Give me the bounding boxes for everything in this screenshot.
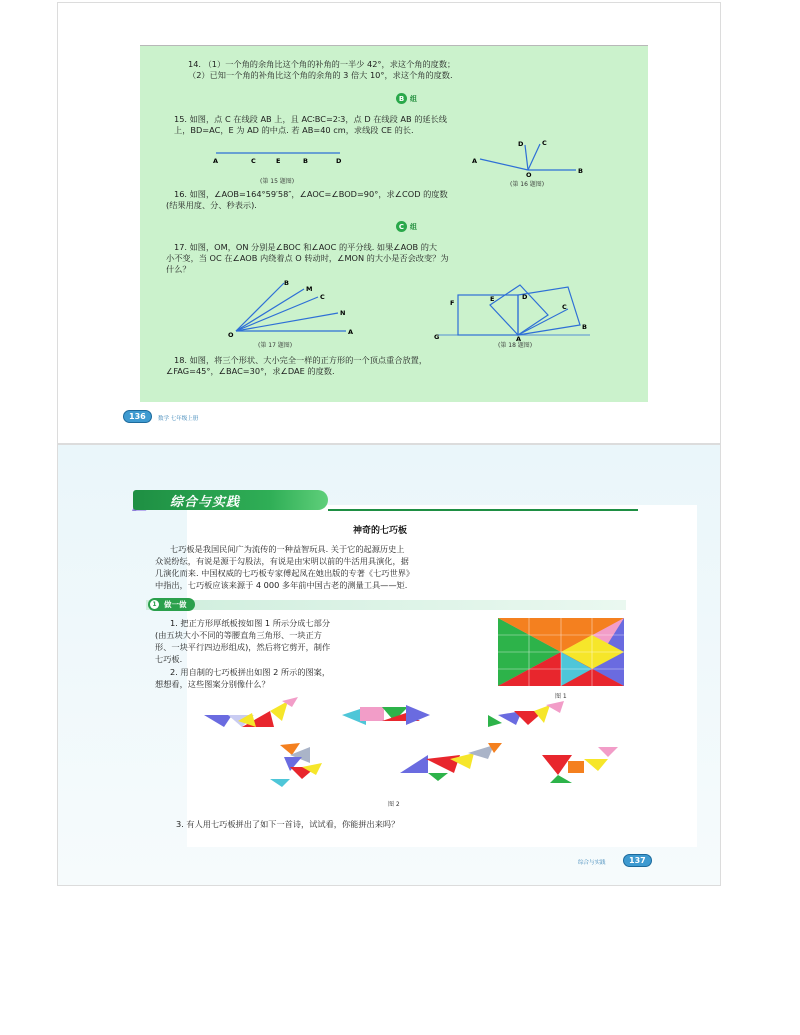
group-c-badge: C [396, 221, 407, 232]
textbook-page-137 [57, 444, 721, 886]
fig15-label-e: E [276, 157, 281, 165]
item3: 3. 有人用七巧板拼出了如下一首诗，试试看，你能拼出来吗？ [176, 819, 400, 829]
fig17-label-c: C [320, 293, 325, 301]
intro-line-3: 几演化而来. 中国权威的七巧板专家傅起凤在她出版的专著《七巧世界》 [155, 568, 415, 578]
group-c-header [396, 221, 417, 232]
fig1-caption: 图 1 [555, 693, 567, 700]
fig15-label-b: B [303, 157, 308, 165]
q18-line1: 18. 如图，将三个形状、大小完全一样的正方形的一个顶点重合放置， [174, 355, 428, 365]
item1-line-2: (由五块大小不同的等腰直角三角形、一块正方 [155, 630, 322, 640]
fig17-label-a: A [348, 328, 354, 336]
fig17-label-b: B [284, 279, 289, 287]
banner-title: 综合与实践 [170, 495, 241, 510]
page-number-136: 136 [123, 410, 152, 423]
article-title: 神奇的七巧板 [353, 526, 408, 536]
fig18-label-g: G [434, 333, 440, 341]
fig18-caption: (第 18 题图) [498, 342, 533, 349]
fig15-caption: (第 15 题图) [260, 178, 295, 185]
fig17-caption: (第 17 题图) [258, 342, 293, 349]
subsection-number-icon: 1 [150, 600, 159, 609]
fig18-label-b: B [582, 323, 587, 331]
fig16-label-c: C [542, 139, 547, 147]
page-number-137: 137 [623, 854, 652, 867]
group-b-header [396, 93, 417, 104]
q16-line1: 16. 如图，∠AOB=164°59′58″，∠AOC=∠BOD=90°，求∠COD 的度数 [174, 189, 448, 199]
fig16-label-o: O [526, 171, 532, 177]
q18-line2: ∠FAG=45°，∠BAC=30°，求∠DAE 的度数. [166, 366, 335, 376]
intro-line-2: 众说纷纭，有说是源于勾股法，有说是由宋明以前的牛活用具演化，据 [155, 556, 409, 566]
item1-line-4: 七巧板. [155, 654, 183, 664]
item2-line-2: 想想看，这些图案分别像什么？ [155, 679, 270, 689]
group-b-badge: B [396, 93, 407, 104]
fig18-label-c: C [562, 303, 567, 311]
exercise-panel [140, 45, 648, 402]
fig2-caption: 图 2 [388, 801, 400, 808]
q14-line2: （2）已知一个角的补角比这个角的余角的 3 倍大 10°，求这个角的度数. [188, 70, 453, 80]
fig18-label-a: A [516, 335, 522, 341]
figure-16 [468, 135, 588, 177]
group-c-label: 组 [410, 222, 417, 231]
fig16-label-a: A [472, 157, 478, 165]
group-b-label: 组 [410, 94, 417, 103]
q15-line1: 15. 如图，点 C 在线段 AB 上，且 AC∶BC=2∶3，点 D 在线段 AB 的延长线 [174, 114, 447, 124]
fig17-label-m: M [306, 285, 313, 293]
fig15-label-c: C [251, 157, 256, 165]
fig18-label-d: D [522, 293, 528, 301]
textbook-page-136 [57, 2, 721, 444]
item2-line-1: 2. 用自制的七巧板拼出如图 2 所示的图案， [170, 667, 331, 677]
fig17-label-o: O [228, 331, 234, 337]
fig18-label-e: E [490, 295, 495, 303]
q17-line3: 什么？ [166, 264, 191, 274]
q14-line1: 14. （1）一个角的余角比这个角的补角的一半少 42°，求这个角的度数； [188, 59, 456, 69]
item1-line-1: 1. 把正方形厚纸板按如图 1 所示分成七部分 [170, 618, 331, 628]
page1-footer: 数学 七年级上册 [158, 416, 199, 422]
intro-line-1: 七巧板是我国民间广为流传的一种益智玩具. 关于它的起源历史上 [170, 544, 405, 554]
fig17-label-n: N [340, 309, 346, 317]
figure-18 [430, 281, 600, 341]
fig16-label-d: D [518, 140, 524, 148]
figure-15 [208, 143, 348, 175]
fig16-label-b: B [578, 167, 583, 175]
fig15-label-d: D [336, 157, 342, 165]
subsection-pill: 做一做 [148, 598, 195, 611]
item1-line-3: 形、一块平行四边形组成)，然后将它剪开，制作 [155, 642, 331, 652]
q15-line2: 上，BD=AC，E 为 AD 的中点. 若 AB=40 cm，求线段 CE 的长. [174, 125, 414, 135]
intro-line-4: 中指出，七巧板应该来源于 4 000 多年前中国古老的测量工具——矩. [155, 580, 408, 590]
fig15-label-a: A [213, 157, 219, 165]
tangram-patterns-figure [198, 697, 628, 797]
page2-footer: 综合与实践 [578, 860, 606, 866]
banner-rule [328, 509, 638, 511]
figure-17 [228, 277, 358, 337]
q16-line2: (结果用度、分、秒表示). [166, 200, 257, 210]
q17-line1: 17. 如图，OM，ON 分别是∠BOC 和∠AOC 的平分线. 如果∠AOB 的大 [174, 242, 438, 252]
q17-line2: 小不变，当 OC 在∠AOB 内绕着点 O 转动时，∠MON 的大小是否会改变？为 [166, 253, 449, 263]
tangram-square-figure [498, 618, 624, 686]
subsection-band [146, 600, 626, 610]
fig16-caption: (第 16 题图) [510, 181, 545, 188]
fig18-label-f: F [450, 299, 455, 307]
